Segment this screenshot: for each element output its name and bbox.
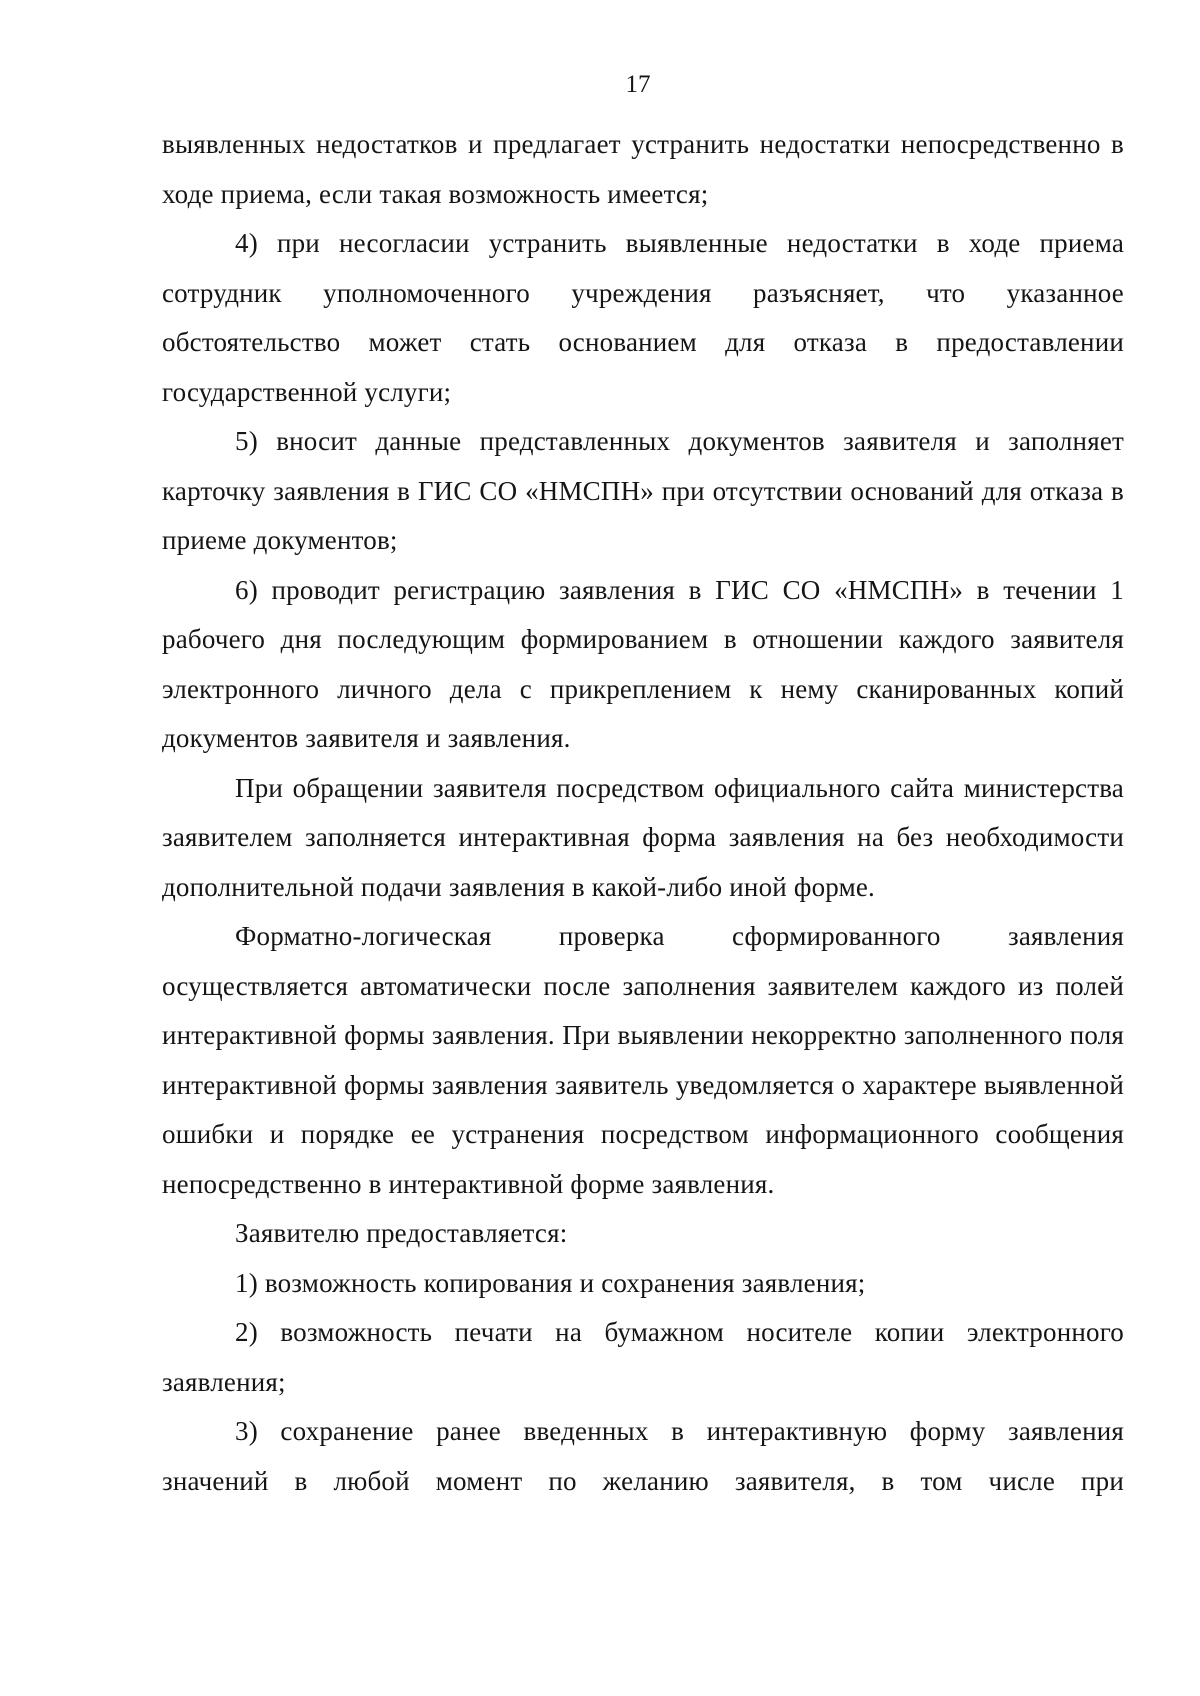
- paragraph-item-6: 6) проводит регистрацию заявления в ГИС СО «НМСПН» в течении 1 рабочего дня последующим формированием в отношении каждого заявителя электронного личного дела с прикреплением к нему сканированных копий документов заявителя и заявления.: [162, 574, 1124, 753]
- paragraph-format-check: Форматно-логическая проверка сформированного заявления осуществляется автоматически после заполнения заявителем каждого из полей интерактивной формы заявления. При выявлении некорректно заполненного поля интерактивной формы заявления заявитель уведомляется о характере выявленной ошибки и порядке ее устранения посредством информационного сообщения непосредственно в интерактивной форме заявления.: [162, 921, 1124, 1199]
- paragraph-item-4: 4) при несогласии устранить выявленные недостатки в ходе приема сотрудник уполномоченного учреждения разъясняет, что указанное обстоятельство может стать основанием для отказа в предоставлении государственной услуги;: [162, 228, 1124, 407]
- paragraph-continuation: выявленных недостатков и предлагает устранить недостатки непосредственно в ходе приема, если такая возможность имеется;: [162, 129, 1124, 209]
- list-item-2: 2) возможность печати на бумажном носителе копии электронного заявления;: [162, 1317, 1124, 1397]
- paragraph-applicant-provided: Заявителю предоставляется:: [235, 1218, 568, 1248]
- paragraph-item-5: 5) вносит данные представленных документов заявителя и заполняет карточку заявления в ГИС СО «НМСПН» при отсутствии оснований для отказа в приеме документов;: [162, 426, 1124, 555]
- list-item-3: 3) сохранение ранее введенных в интерактивную форму заявления значений в любой момент по желанию заявителя, в том числе при: [162, 1416, 1124, 1496]
- list-item-1: 1) возможность копирования и сохранения заявления;: [235, 1267, 866, 1298]
- paragraph-official-site: При обращении заявителя посредством официального сайта министерства заявителем заполняется интерактивная форма заявления на без необходимости дополнительной подачи заявления в какой-либо иной форме.: [162, 772, 1124, 902]
- document-body: [162, 120, 1124, 1506]
- page-number: 17: [625, 71, 651, 98]
